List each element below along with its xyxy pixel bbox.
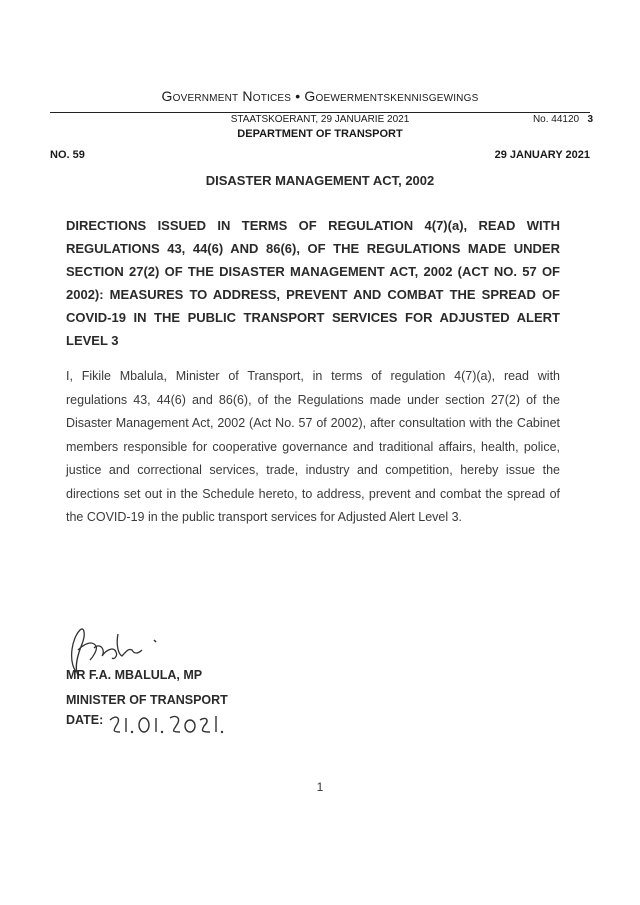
page-number: 1	[316, 780, 324, 794]
signature-date-label: DATE:	[66, 713, 104, 727]
notice-body: I, Fikile Mbalula, Minister of Transport, in terms of regulation 4(7)(a), read with regulations 43, 44(6) and 86(6), of the Regulations made under section 27(2) of the Disaster Management Act, 2002 (Act No. 57 of 2002), after consultation with the Cabinet members responsible for cooperative governance and traditional affairs, health, police, justice and correctional services, trade, industry and competition, hereby issue the directions set out in the Schedule hereto, to address, prevent and combat the spread of the COVID-19 in the public transport services for Adjusted Alert Level 3.	[66, 369, 560, 524]
signatory-title: MINISTER OF TRANSPORT	[66, 693, 228, 707]
notice-number: NO. 59	[50, 149, 85, 161]
handwritten-date	[108, 712, 228, 738]
section-divider	[50, 112, 590, 113]
signatory-name: MR F.A. MBALULA, MP	[66, 668, 203, 682]
notice-meta-row	[50, 149, 590, 163]
department-heading: DEPARTMENT OF TRANSPORT	[237, 128, 403, 140]
gazette-title: STAATSKOERANT, 29 JANUARIE 2021	[230, 114, 410, 125]
gazette-number	[533, 114, 593, 125]
notice-date: 29 JANUARY 2021	[494, 149, 590, 161]
directions-title: DIRECTIONS ISSUED IN TERMS OF REGULATION 4(7)(a), READ WITH REGULATIONS 43, 44(6) AND 86(6), OF THE REGULATIONS MADE UNDER SECTION 27(2) OF THE DISASTER MANAGEMENT ACT, 2002 (ACT NO. 57 OF 2002): MEASURES TO ADDRESS, PREVENT AND COMBAT THE SPREAD OF COVID-19 IN THE PUBLIC TRANSPORT SERVICES FOR ADJUSTED ALERT LEVEL 3	[66, 218, 560, 348]
gazette-issue-number: No. 44120	[532, 114, 580, 125]
act-title: DISASTER MANAGEMENT ACT, 2002	[205, 173, 435, 188]
gazette-page-number: 3	[587, 114, 593, 125]
section-title: Government Notices • Goewermentskennisgewings	[161, 88, 479, 104]
